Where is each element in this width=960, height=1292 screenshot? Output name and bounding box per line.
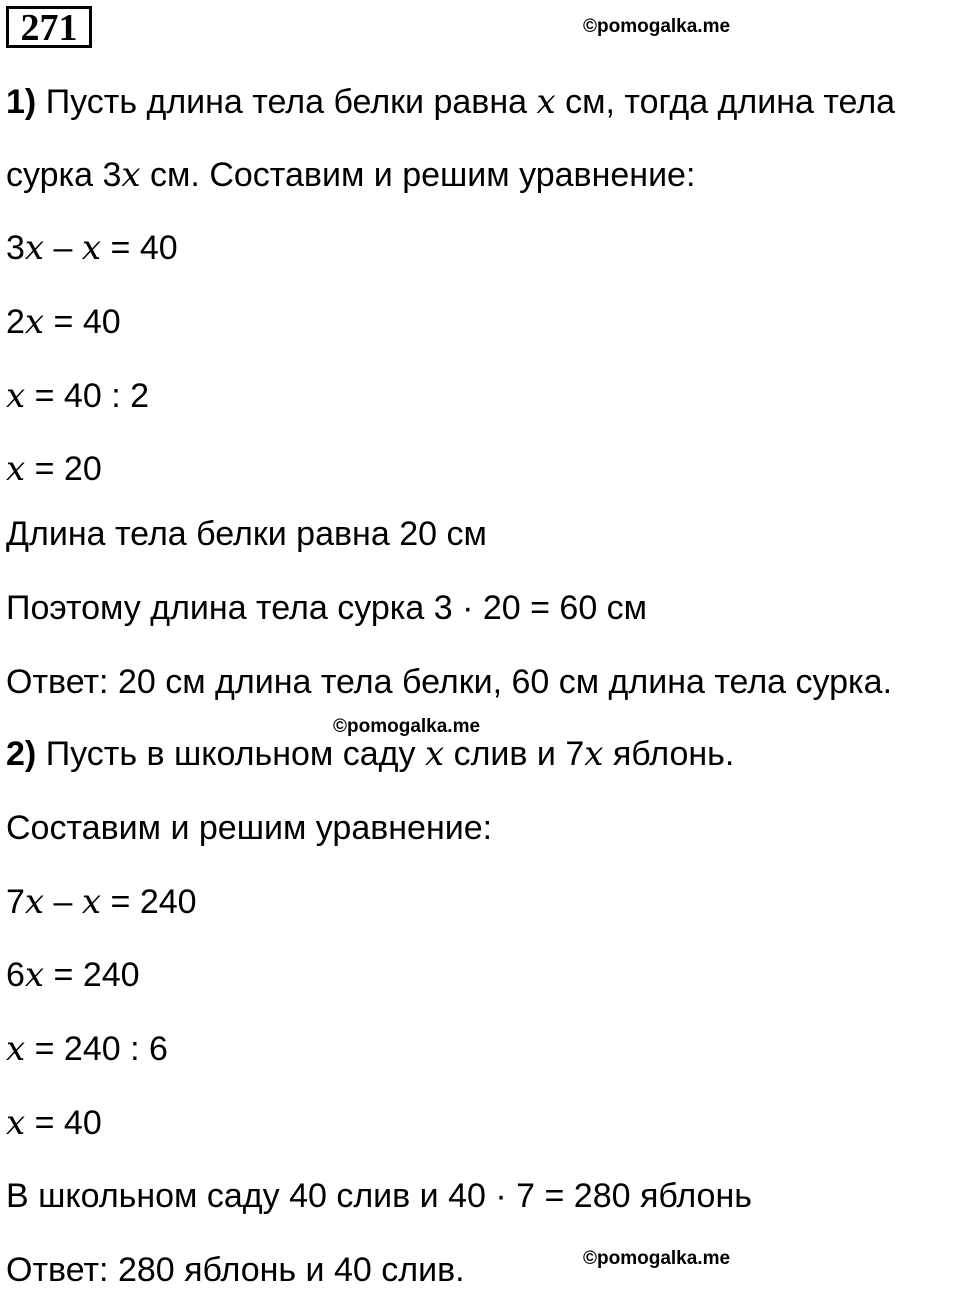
part2-marker: 2) — [6, 735, 37, 773]
text: 6 — [6, 956, 25, 994]
part1-marker: 1) — [6, 83, 37, 121]
text: = 240 — [44, 956, 140, 994]
text: Составим и решим уравнение: — [6, 809, 493, 847]
text: Поэтому длина тела сурка 3 · 20 = 60 см — [6, 589, 648, 627]
part2-equation-2 — [6, 955, 140, 995]
text: = 20 — [25, 450, 102, 488]
text: Ответ: 20 см длина тела белки, 60 см длина тела сурка. — [6, 663, 893, 701]
variable-x: x — [6, 1103, 26, 1143]
text: – — [44, 229, 82, 267]
part1-answer — [6, 662, 892, 702]
part2-answer — [6, 1250, 465, 1290]
variable-x: x — [24, 302, 45, 342]
text: 2 — [6, 303, 25, 341]
text: = 40 : 2 — [25, 377, 150, 415]
watermark: ©pomogalka.me — [333, 716, 481, 737]
variable-x: x — [424, 734, 445, 774]
part1-result-2 — [6, 588, 647, 628]
text: яблонь. — [603, 735, 735, 773]
text: 7 — [6, 883, 25, 921]
text: = 40 — [25, 1104, 102, 1142]
variable-x: x — [6, 376, 26, 416]
variable-x: x — [121, 155, 141, 195]
text: В школьном саду 40 слив и 40 · 7 = 280 яблонь — [6, 1177, 752, 1215]
text: см. Составим и решим уравнение: — [140, 156, 696, 194]
text: Пусть длина тела белки равна — [45, 83, 537, 121]
part1-equation-3 — [6, 376, 149, 416]
text: см, тогда длина тела — [555, 83, 896, 121]
text: Пусть в школьном саду — [45, 735, 425, 773]
variable-x: x — [24, 228, 45, 268]
text: – — [44, 883, 82, 921]
part1-equation-2 — [6, 302, 121, 342]
part1-line-1 — [6, 82, 895, 122]
part2-equation-3 — [6, 1029, 168, 1069]
part2-equation-1 — [6, 882, 197, 922]
variable-x: x — [24, 882, 45, 922]
variable-x: x — [6, 449, 26, 489]
variable-x: x — [6, 1029, 26, 1069]
part2-result — [6, 1176, 752, 1216]
text: Ответ: 280 яблонь и 40 слив. — [6, 1251, 465, 1289]
part2-line-2 — [6, 808, 492, 848]
problem-number-box: 271 — [6, 6, 92, 48]
variable-x: x — [81, 228, 102, 268]
variable-x: x — [584, 734, 604, 774]
part1-result-1 — [6, 514, 487, 554]
text: = 240 : 6 — [25, 1030, 168, 1068]
part1-line-2 — [6, 155, 695, 195]
text: сурка 3 — [6, 156, 122, 194]
part2-equation-4 — [6, 1103, 102, 1143]
text: = 40 — [101, 229, 178, 267]
text: слив и 7 — [444, 735, 585, 773]
watermark: ©pomogalka.me — [583, 1248, 731, 1269]
text: = 240 — [101, 883, 197, 921]
variable-x: x — [536, 82, 556, 122]
variable-x: x — [81, 882, 102, 922]
part2-line-1 — [6, 734, 734, 774]
text: Длина тела белки равна 20 см — [6, 515, 487, 553]
watermark: ©pomogalka.me — [583, 16, 731, 37]
part1-equation-1 — [6, 228, 178, 268]
part1-equation-4 — [6, 449, 102, 489]
variable-x: x — [24, 955, 45, 995]
text: 3 — [6, 229, 25, 267]
text: = 40 — [44, 303, 121, 341]
